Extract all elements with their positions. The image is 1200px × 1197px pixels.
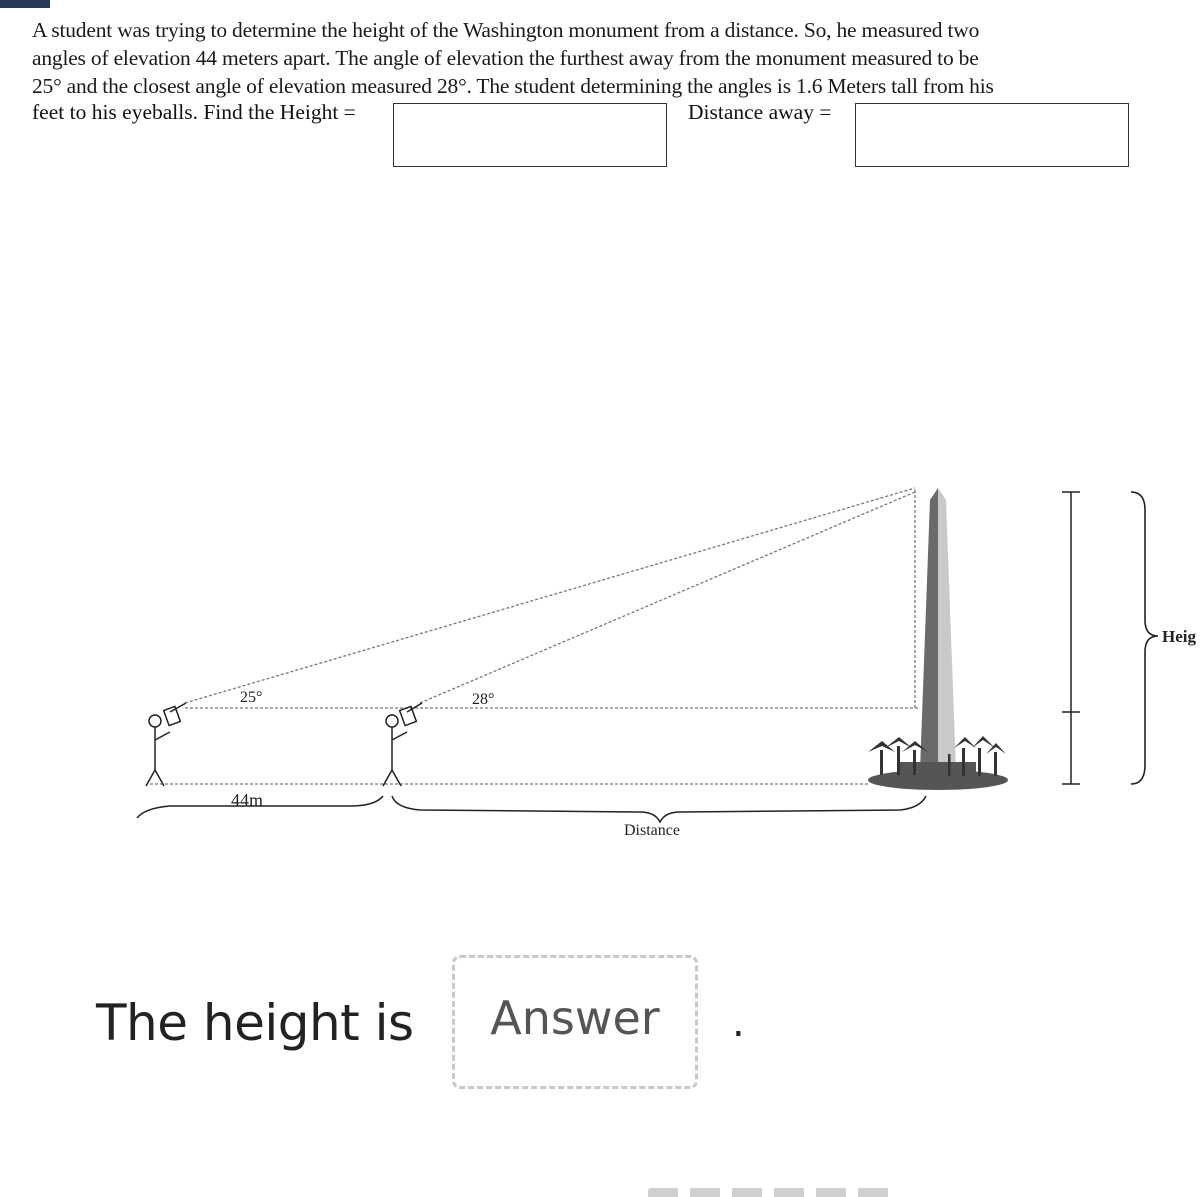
sight-line-far — [185, 488, 915, 703]
distance-label: Distance — [624, 822, 680, 839]
height-brace — [1131, 492, 1158, 784]
height-diagram-label: Heig — [1162, 627, 1196, 646]
monument-icon — [868, 488, 1008, 790]
height-label: feet to his eyeballs. Find the Height = — [32, 100, 356, 124]
angle-far-label: 25° — [240, 689, 263, 706]
distance-brace — [392, 796, 926, 822]
distance-box — [855, 103, 1129, 167]
corner-tab — [0, 0, 50, 8]
answer-prefix: The height is — [96, 994, 414, 1052]
distance-away-label: Distance away = — [688, 100, 832, 124]
separation-label: 44m — [231, 790, 264, 810]
sight-lines — [150, 488, 918, 784]
answer-suffix: . — [732, 1000, 745, 1046]
problem-line-2: angles of elevation 44 meters apart. The angle of elevation the furthest away from the monument measured to be — [32, 46, 979, 70]
student-near — [383, 703, 422, 786]
sight-line-near — [420, 492, 915, 703]
problem-line-3: 25° and the closest angle of elevation measured 28°. The student determining the angles is 1.6 Meters tall from his — [32, 74, 994, 98]
angle-near-label: 28° — [472, 691, 495, 708]
height-scale-bar — [1062, 492, 1080, 784]
answer-input[interactable]: Answer — [452, 955, 698, 1089]
problem-line-1: A student was trying to determine the height of the Washington monument from a distance. So, he measured two — [32, 18, 980, 42]
monument-diagram — [0, 470, 1200, 870]
student-far — [146, 703, 186, 786]
height-box — [393, 103, 667, 167]
problem-statement — [32, 16, 1142, 100]
partial-dashed-field — [648, 1188, 898, 1197]
